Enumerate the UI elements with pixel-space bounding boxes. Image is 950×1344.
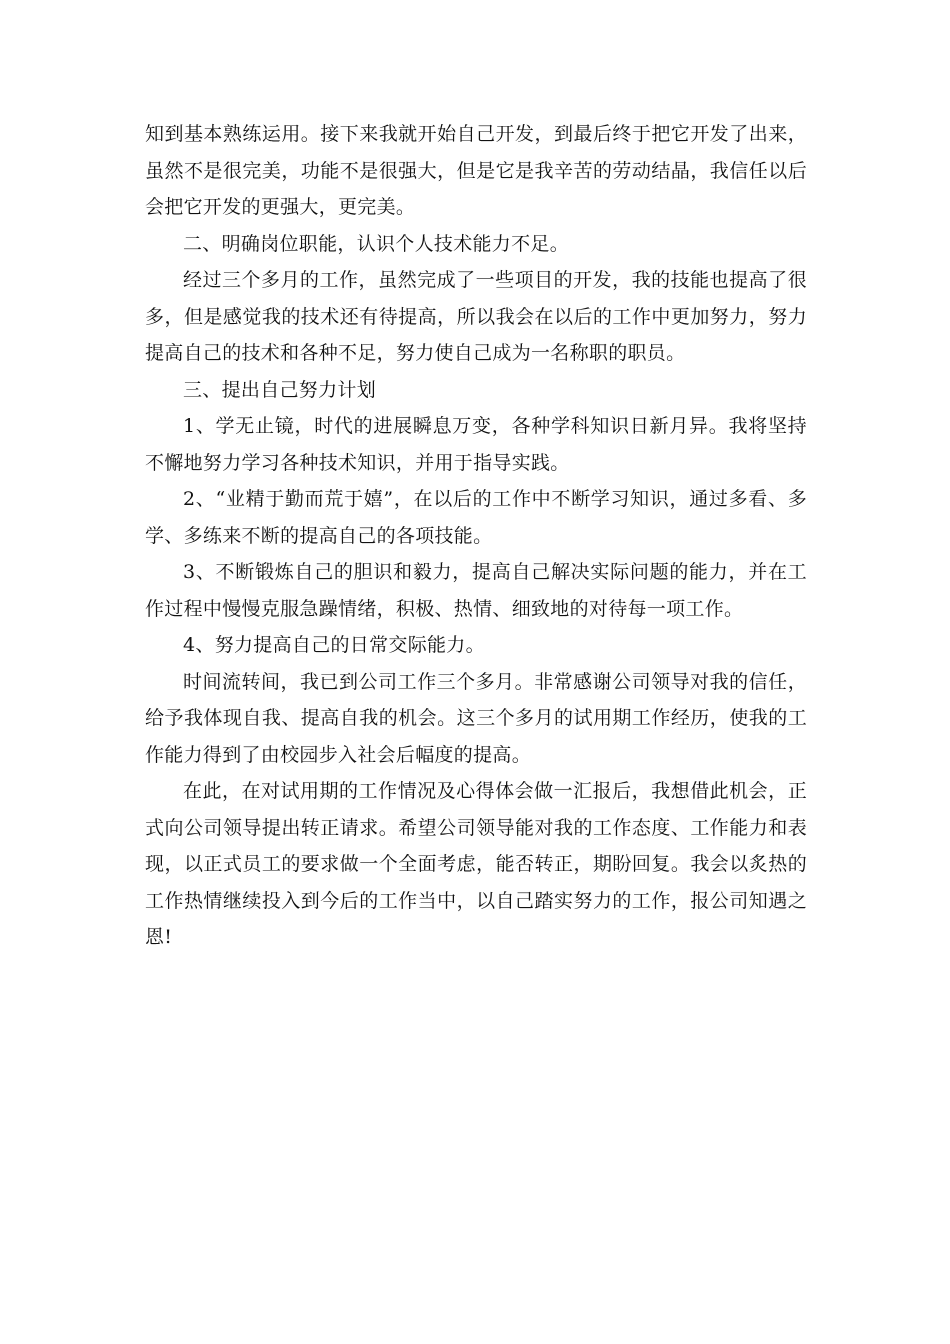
list-item: 3、不断锻炼自己的胆识和毅力，提高自己解决实际问题的能力，并在工作过程中慢慢克服急躁情绪，积极、热情、细致地的对待每一项工作。: [145, 561, 807, 620]
section-heading: 二、明确岗位职能，认识个人技术能力不足。: [183, 232, 570, 255]
paragraph: 经过三个多月的工作，虽然完成了一些项目的开发，我的技能也提高了很多，但是感觉我的技术还有待提高，所以我会在以后的工作中更加努力，努力提高自己的技术和各种不足，努力使自己成为一名称职的职员。: [145, 269, 807, 364]
document-body: [145, 116, 807, 956]
list-item: 2、“业精于勤而荒于嬉”，在以后的工作中不断学习知识，通过多看、多学、多练来不断的提高自己的各项技能。: [145, 488, 807, 547]
list-item: 1、学无止镜，时代的进展瞬息万变，各种学科知识日新月异。我将坚持不懈地努力学习各种技术知识，并用于指导实践。: [145, 415, 807, 474]
paragraph: 时间流转间，我已到公司工作三个多月。非常感谢公司领导对我的信任，给予我体现自我、提高自我的机会。这三个多月的试用期工作经历，使我的工作能力得到了由校园步入社会后幅度的提高。: [145, 670, 807, 766]
paragraph: 在此，在对试用期的工作情况及心得体会做一汇报后，我想借此机会，正式向公司领导提出转正请求。希望公司领导能对我的工作态度、工作能力和表现，以正式员工的要求做一个全面考虑，能否转正，期盼回复。我会以炙热的工作热情继续投入到今后的工作当中，以自己踏实努力的工作，报公司知遇之恩!: [145, 780, 807, 948]
list-item: 4、努力提高自己的日常交际能力。: [183, 634, 485, 656]
paragraph: 知到基本熟练运用。接下来我就开始自己开发，到最后终于把它开发了出来，虽然不是很完美，功能不是很强大，但是它是我辛苦的劳动结晶，我信任以后会把它开发的更强大，更完美。: [145, 123, 807, 218]
section-heading: 三、提出自己努力计划: [183, 378, 377, 401]
